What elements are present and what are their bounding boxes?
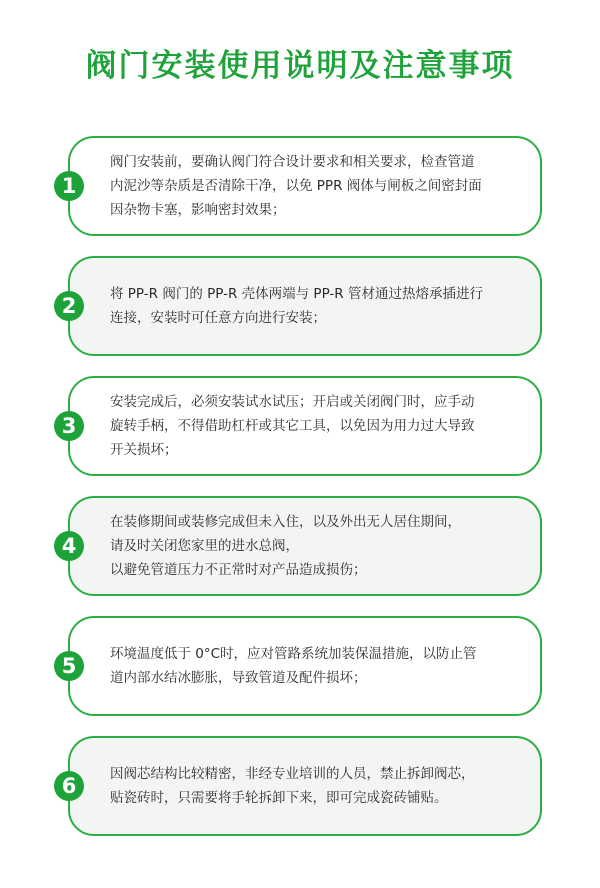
page-title: 阀门安装使用说明及注意事项 (85, 48, 515, 84)
instruction-card-4 (68, 496, 542, 596)
step-number-badge-2: 2 (54, 291, 84, 321)
step-number-badge-5: 5 (54, 651, 84, 681)
instruction-card-2 (68, 256, 542, 356)
instruction-text-5: 环境温度低于 0°C时，应对管路系统加装保温措施，以防止管 道内部水结冰膨胀，导致管道及配件损坏； (110, 646, 477, 686)
instruction-card-5 (68, 616, 542, 716)
step-number-badge-1: 1 (54, 171, 84, 201)
instruction-text-1: 阀门安装前，要确认阀门符合设计要求和相关要求，检查管道 内泥沙等杂质是否清除干净，以免 PPR 阀体与闸板之间密封面 因杂物卡塞，影响密封效果； (110, 154, 482, 218)
instruction-card-1 (68, 136, 542, 236)
instruction-text-6: 因阀芯结构比较精密，非经专业培训的人员，禁止拆卸阀芯， 贴瓷砖时，只需要将手轮拆卸下来，即可完成瓷砖铺贴。 (110, 766, 475, 806)
instruction-card-6 (68, 736, 542, 836)
step-number-badge-3: 3 (54, 411, 84, 441)
instruction-text-2: 将 PP-R 阀门的 PP-R 壳体两端与 PP-R 管材通过热熔承插进行 连接，安装时可任意方向进行安装； (110, 286, 483, 326)
instruction-card-3 (68, 376, 542, 476)
instruction-text-4: 在装修期间或装修完成但未入住，以及外出无人居住期间， 请及时关闭您家里的进水总阀， 以避免管道压力不正常时对产品造成损伤； (110, 514, 461, 578)
step-number-badge-6: 6 (54, 771, 84, 801)
step-number-badge-4: 4 (54, 531, 84, 561)
instruction-text-3: 安装完成后，必须安装试水试压；开启或关闭阀门时，应手动 旋转手柄，不得借助杠杆或其它工具，以免因为用力过大导致 开关损坏； (110, 394, 475, 458)
